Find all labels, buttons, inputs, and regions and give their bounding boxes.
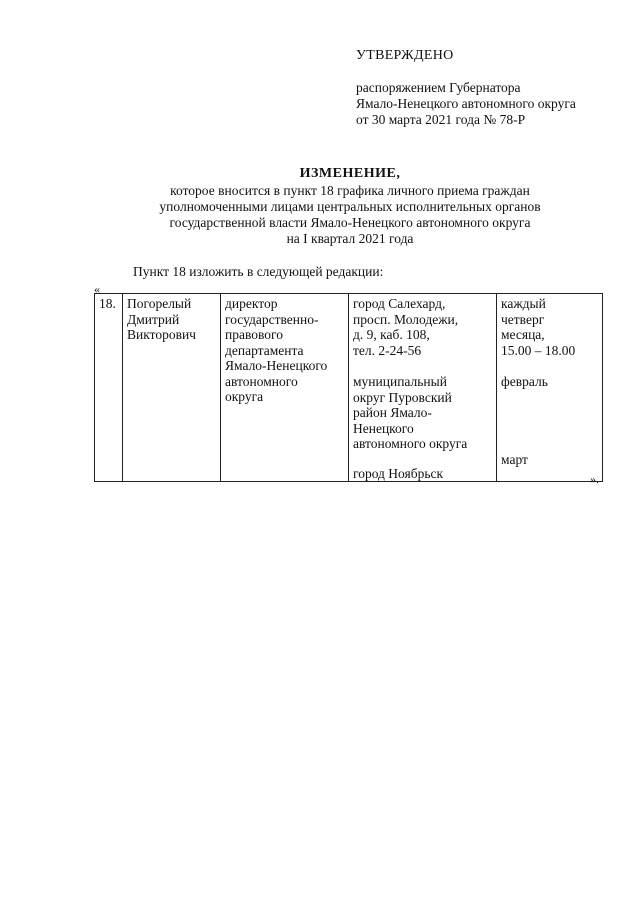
position-line: Ямало-Ненецкого [225, 358, 328, 373]
subtitle-line: уполномоченными лицами центральных исполнительных органов [159, 199, 541, 214]
location-line: Ненецкого [353, 420, 414, 436]
order-line: от 30 марта 2021 года № 78-Р [356, 112, 526, 127]
location-line: район Ямало- [353, 405, 432, 420]
table-row [95, 294, 603, 482]
order-line: Ямало-Ненецкого автономного округа [356, 96, 576, 111]
title-heading: ИЗМЕНЕНИЕ, [299, 166, 401, 181]
schedule-cell [497, 294, 603, 482]
position-line: автономного [225, 373, 298, 389]
location-line: округ Пуровский [353, 389, 452, 405]
schedule-line: февраль [501, 374, 548, 389]
spacer [501, 390, 598, 452]
position-line: государственно- [225, 311, 319, 327]
name-cell [123, 294, 221, 482]
schedule-line: месяца, [501, 327, 545, 342]
approved-stamp: УТВЕРЖДЕНО [356, 48, 454, 63]
subtitle-line: которое вносится в пункт 18 графика личного приема граждан [170, 183, 530, 198]
location-line: тел. 2-24-56 [353, 342, 422, 358]
instruction-text: Пункт 18 изложить в следующей редакции: [133, 264, 384, 279]
spacer [353, 452, 492, 466]
spacer [501, 358, 598, 374]
location-cell [349, 294, 497, 482]
position-cell [221, 294, 349, 482]
row-number-cell [95, 294, 123, 482]
schedule-line: 15.00 – 18.00 [501, 342, 576, 358]
location-line: просп. Молодежи, [353, 311, 459, 327]
opening-quote: « [94, 282, 100, 296]
location-line: город Ноябрьск [353, 465, 444, 481]
name-line: Викторович [127, 327, 196, 342]
closing-quote: ». [590, 472, 599, 486]
position-line: директор [225, 296, 278, 311]
title-subtitle [100, 183, 600, 247]
location-line: автономного округа [353, 436, 468, 451]
schedule-line: каждый [501, 296, 546, 311]
position-line: департамента [225, 342, 304, 358]
schedule-line: март [501, 451, 528, 467]
schedule-table [94, 293, 603, 482]
schedule-line: четверг [501, 311, 545, 327]
location-line: город Салехард, [353, 296, 446, 311]
name-line: Дмитрий [127, 311, 180, 327]
subtitle-line: на I квартал 2021 года [286, 231, 414, 246]
location-line: муниципальный [353, 374, 447, 389]
document-title [100, 166, 600, 247]
spacer [353, 358, 492, 374]
location-line: д. 9, каб. 108, [353, 327, 430, 342]
name-line: Погорелый [127, 296, 192, 311]
row-number: 18. [99, 296, 116, 311]
order-line: распоряжением Губернатора [356, 80, 521, 95]
position-line: округа [225, 389, 264, 404]
position-line: правового [225, 327, 283, 342]
order-reference [356, 80, 576, 128]
subtitle-line: государственной власти Ямало-Ненецкого автономного округа [169, 215, 531, 230]
